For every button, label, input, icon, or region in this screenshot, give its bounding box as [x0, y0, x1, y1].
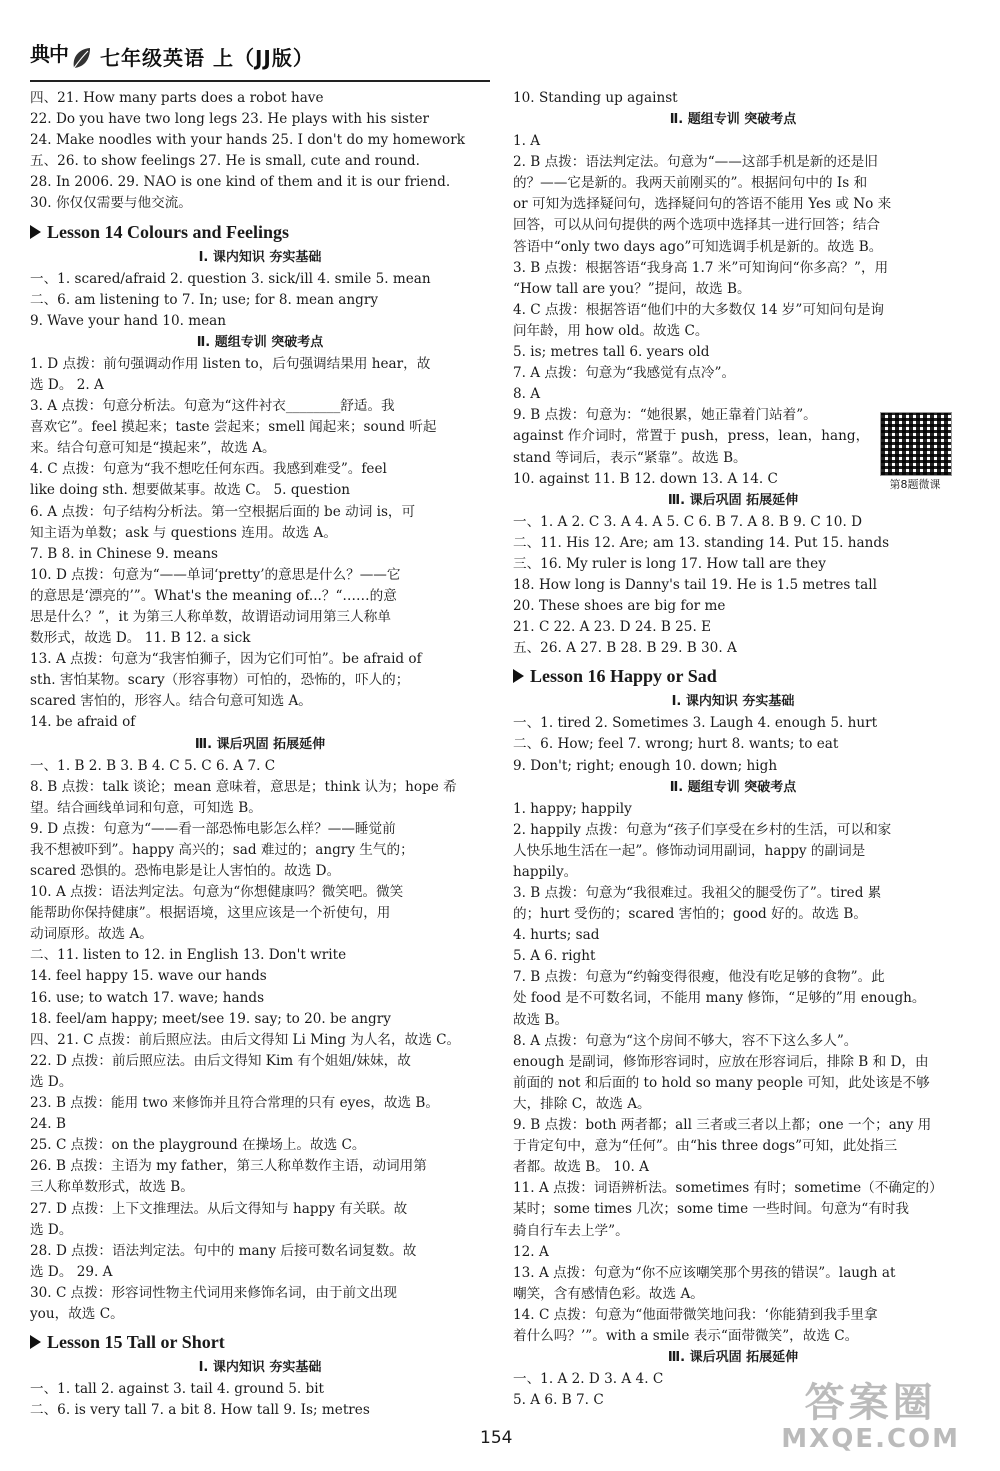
answer-line: 处 food 是不可数名词，不能用 many 修饰，“足够的”用 enough。	[513, 990, 926, 1007]
triangle-bullet-icon	[513, 669, 524, 683]
answer-line: 2. B 点拨：语法判定法。句意为“——这部手机是新的还是旧	[513, 154, 878, 171]
lesson-heading	[30, 219, 490, 245]
answer-line: enough 是副词，修饰形容词时，应放在形容词后，排除 B 和 D，由	[513, 1053, 929, 1070]
logo-text: 典中	[30, 42, 68, 66]
answer-line: 一、1. A 2. D 3. A 4. C	[513, 1371, 664, 1388]
answer-line: 5. A 6. B 7. C	[513, 1392, 604, 1409]
answer-line: 30. 你仅仅需要与他交流。	[30, 195, 192, 212]
page-number: 154	[480, 1428, 513, 1448]
answer-line: 28. In 2006. 29. NAO is one kind of them and it is our friend.	[30, 174, 451, 191]
answer-line: 3. B 点拨：句意为“我很难过。我祖父的腿受伤了”。tired 累	[513, 885, 882, 901]
section-heading: Ⅰ. 课内知识 夯实基础	[671, 694, 795, 710]
answer-line: 27. D 点拨：上下文推理法。从后文得知与 happy 有关联。故	[30, 1200, 408, 1217]
answer-line: 大，排除 C，故选 A。	[513, 1095, 651, 1112]
answer-line: sth. 害怕某物。scary（形容事物）可怕的，恐怖的，吓人的；	[30, 672, 410, 689]
lesson-heading	[30, 1329, 490, 1355]
section-heading: Ⅱ. 题组专训 突破考点	[669, 112, 797, 128]
answer-line: 10. Standing up against	[513, 90, 678, 106]
answer-line: 18. feel/am happy; meet/see 19. say; to 20. be angry	[30, 1010, 391, 1027]
answer-line: 二、11. listen to 12. in English 13. Don't write	[30, 947, 347, 964]
answer-line: 选 D。	[30, 1073, 73, 1090]
answer-line: or 可知为选择疑问句，选择疑问句的答语不能用 Yes 或 No 来	[513, 196, 892, 213]
answer-line: 问年龄，用 how old。故选 C。	[513, 322, 709, 339]
answer-line: 22. D 点拨：前后照应法。由后文得知 Kim 有个姐姐/妹妹，故	[30, 1052, 411, 1069]
answer-line: 7. A 点拨：句意为“我感觉有点冷”。	[513, 365, 736, 382]
answer-line: 动词原形。故选 A。	[30, 926, 153, 943]
lesson-title: Lesson 15 Tall or Short	[47, 1332, 225, 1353]
answer-line: scared 恐惧的。恐怖电影是让人害怕的。故选 D。	[30, 863, 341, 879]
answer-line: 的；hurt 受伤的；scared 害怕的；good 好的。故选 B。	[513, 906, 867, 923]
section-heading: Ⅱ. 题组专训 突破考点	[669, 779, 797, 795]
left-column	[30, 88, 490, 1421]
answer-line: 4. hurts; sad	[513, 927, 600, 944]
answer-line: 五、26. A 27. B 28. B 29. B 30. A	[513, 640, 737, 657]
answer-line: 14. be afraid of	[30, 714, 136, 731]
qr-label: 第8题微课	[889, 478, 941, 491]
answer-line: 来。结合句意可知是“摸起来”，故选 A。	[30, 440, 276, 457]
answer-line: 者都。故选 B。 10. A	[513, 1159, 649, 1176]
section-heading: Ⅲ. 课后巩固 拓展延伸	[667, 492, 799, 508]
answer-line: 二、6. How; feel 7. wrong; hurt 8. wants; to eat	[513, 736, 839, 753]
answer-line: 4. C 点拨：句意为“我不想吃任何东西。我感到难受”。feel	[30, 461, 387, 478]
answer-line: 三人称单数形式，故选 B。	[30, 1179, 194, 1196]
answer-line: 选 D。 2. A	[30, 376, 104, 393]
answer-line: 26. B 点拨：主语为 my father，第三人称单数作主语，动词用第	[30, 1158, 427, 1175]
answer-line: 选 D。	[30, 1221, 73, 1238]
answer-line: scared 害怕的，形容人。结合句意可知选 A。	[30, 693, 312, 710]
answer-line: 三、16. My ruler is long 17. How tall are they	[513, 555, 826, 572]
answer-line: 选 D。 29. A	[30, 1263, 113, 1280]
answer-line: 6. A 点拨：句子结构分析法。第一空根据后面的 be 动词 is，可	[30, 503, 416, 520]
leaf-icon	[70, 46, 92, 70]
answer-line: 4. C 点拨：根据答语“他们中的大多数仅 14 岁”可知问句是询	[513, 301, 884, 318]
answer-line: 能帮助你保持健康”。根据语境，这里应该是一个祈使句，用	[30, 905, 391, 922]
answer-line: 14. C 点拨：句意为“他面带微笑地问我：‘你能猜到我手里拿	[513, 1306, 878, 1323]
answer-line: 四、21. C 点拨：前后照应法。由后文得知 Li Ming 为人名，故选 C。	[30, 1031, 461, 1048]
triangle-bullet-icon	[30, 1335, 41, 1349]
book-title: 七年级英语 上（JJ版）	[100, 46, 314, 71]
answer-line: 7. B 8. in Chinese 9. means	[30, 545, 219, 562]
answer-line: 23. B 点拨：能用 two 来修饰并且符合常理的只有 eyes，故选 B。	[30, 1095, 440, 1112]
section-heading: Ⅲ. 课后巩固 拓展延伸	[667, 1350, 799, 1366]
answer-line: 嘲笑，含有感情色彩。故选 A。	[513, 1285, 704, 1302]
answer-line: 答语中“only two days ago”可知选调手机是新的。故选 B。	[513, 238, 883, 255]
answer-line: 9. D 点拨：句意为“——看一部恐怖电影怎么样？——睡觉前	[30, 820, 396, 837]
answer-line: 14. feel happy 15. wave our hands	[30, 968, 267, 985]
answer-line: 10. A 点拨：语法判定法。句意为“你想健康吗？微笑吧。微笑	[30, 884, 404, 901]
answer-line: 的意思是‘漂亮的’”。What's the meaning of...？“……的意	[30, 587, 397, 604]
answer-line: 8. B 点拨：talk 谈论；mean 意味着，意思是；think 认为；hope 希	[30, 778, 457, 795]
header-divider	[30, 80, 490, 82]
answer-line: 12. A	[513, 1243, 549, 1260]
answer-line: 9. B 点拨：句意为：“她很累，她正靠着门站着”。	[513, 407, 817, 424]
answer-line: 10. against 11. B 12. down 13. A 14. C	[513, 470, 778, 487]
answer-line: 8. A 点拨：句意为“这个房间不够大，容不下这么多人”。	[513, 1032, 858, 1049]
answer-line: 故选 B。	[513, 1011, 569, 1028]
answer-line: 9. Wave your hand 10. mean	[30, 312, 227, 329]
answer-line: 13. A 点拨：句意为“你不应该嘲笑那个男孩的错误”。laugh at	[513, 1264, 896, 1281]
answer-line: 五、26. to show feelings 27. He is small, cute and round.	[30, 153, 420, 170]
answer-line: 2. happily 点拨：句意为“孩子们享受在乡村的生活，可以和家	[513, 821, 892, 838]
answer-line: 一、1. B 2. B 3. B 4. C 5. C 6. A 7. C	[30, 757, 276, 774]
answer-line: against 作介词时，常置于 push，press，lean，hang，	[513, 428, 870, 445]
answer-line: 20. These shoes are big for me	[513, 598, 726, 615]
answer-line: 知主语为单数；ask 与 questions 连用。故选 A。	[30, 524, 337, 541]
answer-line: stand 等词后，表示“紧靠”。故选 B。	[513, 449, 747, 466]
answer-line: 8. A	[513, 386, 541, 403]
logo	[30, 44, 92, 74]
answer-line: 3. B 点拨：根据答语“我身高 1.7 米”可知询问“你多高？”，用	[513, 259, 889, 276]
answer-line: 回答，可以从问句提供的两个选项中选择其一进行回答；结合	[513, 217, 881, 234]
answer-line: 着什么吗？’”。with a smile 表示“面带微笑”，故选 C。	[513, 1327, 859, 1344]
lesson-title: Lesson 16 Happy or Sad	[530, 666, 717, 687]
section-heading: Ⅰ. 课内知识 夯实基础	[198, 1360, 322, 1376]
answer-line: 5. is; metres tall 6. years old	[513, 344, 710, 361]
answer-line: “How tall are you？”提问，故选 B。	[513, 280, 751, 297]
answer-line: 我不想被吓到”。happy 高兴的；sad 难过的；angry 生气的；	[30, 841, 414, 858]
answer-line: 1. A	[513, 133, 541, 150]
answer-line: 18. How long is Danny's tail 19. He is 1.5 metres tall	[513, 576, 877, 593]
answer-line: 9. Don't; right; enough 10. down; high	[513, 757, 778, 774]
answer-line: happily。	[513, 863, 578, 880]
answer-line: 四、21. How many parts does a robot have	[30, 90, 324, 106]
answer-line: 16. use; to watch 17. wave; hands	[30, 989, 265, 1006]
qr-code-icon[interactable]	[880, 412, 952, 476]
triangle-bullet-icon	[30, 225, 41, 239]
answer-line: 28. D 点拨：语法判定法。句中的 many 后接可数名词复数。故	[30, 1242, 417, 1259]
answer-line: 思是什么？”，it 为第三人称单数，故谓语动词用第三人称单	[30, 608, 391, 625]
answer-line: 24. B	[30, 1116, 66, 1133]
answer-line: 某时；some times 几次；some time 一些时间。句意为“有时我	[513, 1201, 909, 1218]
answer-line: 二、6. is very tall 7. a bit 8. How tall 9. Is; metres	[30, 1402, 370, 1419]
answer-line: 一、1. scared/afraid 2. question 3. sick/ill 4. smile 5. mean	[30, 270, 431, 287]
answer-line: 3. A 点拨：句意分析法。句意为“这件衬衣________舒适。我	[30, 398, 395, 415]
section-heading: Ⅰ. 课内知识 夯实基础	[198, 249, 322, 265]
answer-line: 一、1. tired 2. Sometimes 3. Laugh 4. enough 5. hurt	[513, 715, 878, 732]
answer-line: 25. C 点拨：on the playground 在操场上。故选 C。	[30, 1137, 366, 1154]
lesson-heading	[513, 663, 953, 689]
watermark-en: MXQE.COM	[781, 1424, 960, 1454]
answer-line: 11. A 点拨：词语辨析法。sometimes 有时；sometime（不确定的）	[513, 1180, 943, 1197]
answer-line: like doing sth. 想要做某事。故选 C。 5. question	[30, 482, 351, 499]
answer-line: 13. A 点拨：句意为“我害怕狮子，因为它们可怕”。be afraid of	[30, 651, 422, 668]
answer-line: 骑自行车去上学”。	[513, 1222, 629, 1239]
answer-line: 于肯定句中，意为“任何”。由“his three dogs”可知，此处指三	[513, 1138, 898, 1155]
lesson-title: Lesson 14 Colours and Feelings	[47, 221, 290, 242]
answer-line: 1. D 点拨：前句强调动作用 listen to，后句强调结果用 hear，故	[30, 355, 431, 372]
answer-line: 30. C 点拨：形容词性物主代词用来修饰名词，由于前文出现	[30, 1284, 397, 1301]
section-heading: Ⅲ. 课后巩固 拓展延伸	[194, 736, 326, 752]
page-header	[30, 42, 510, 76]
answer-line: 一、1. tall 2. against 3. tail 4. ground 5. bit	[30, 1381, 325, 1398]
watermark-cn: 答案圈	[804, 1380, 937, 1426]
answer-line: 5. A 6. right	[513, 948, 596, 965]
answer-line: 望。结合画线单词和句意，可知选 B。	[30, 799, 262, 816]
answer-line: 21. C 22. A 23. D 24. B 25. E	[513, 619, 712, 636]
answer-line: 一、1. A 2. C 3. A 4. A 5. C 6. B 7. A 8. B 9. C 10. D	[513, 513, 862, 530]
answer-line: 前面的 not 和后面的 to hold so many people 可知，此处该是不够	[513, 1074, 930, 1091]
answer-line: 二、6. am listening to 7. In; use; for 8. mean angry	[30, 291, 378, 308]
answer-line: 24. Make noodles with your hands 25. I don't do my homework	[30, 132, 465, 149]
section-heading: Ⅱ. 题组专训 突破考点	[196, 334, 324, 350]
answer-line: 数形式，故选 D。 11. B 12. a sick	[30, 630, 251, 647]
answer-line: 二、11. His 12. Are; am 13. standing 14. Put 15. hands	[513, 534, 890, 551]
answer-line: 的？——它是新的。我两天前刚买的”。根据问句中的 Is 和	[513, 175, 868, 192]
answer-line: 1. happy; happily	[513, 800, 632, 817]
right-column	[513, 88, 953, 1411]
answer-line: you，故选 C。	[30, 1305, 124, 1322]
answer-line: 喜欢它”。feel 摸起来；taste 尝起来；smell 闻起来；sound 听起	[30, 419, 437, 436]
answer-line: 7. B 点拨：句意为“约翰变得很瘦，他没有吃足够的食物”。此	[513, 969, 885, 986]
answer-line: 人快乐地生活在一起”。修饰动词用副词，happy 的副词是	[513, 842, 866, 859]
answer-line: 10. D 点拨：句意为“——单词‘pretty’的意思是什么？——它	[30, 566, 401, 583]
watermark	[781, 1381, 960, 1453]
answer-line: 9. B 点拨：both 两者都；all 三者或三者以上都；one 一个；any 用	[513, 1117, 932, 1134]
answer-line: 22. Do you have two long legs 23. He plays with his sister	[30, 111, 430, 128]
